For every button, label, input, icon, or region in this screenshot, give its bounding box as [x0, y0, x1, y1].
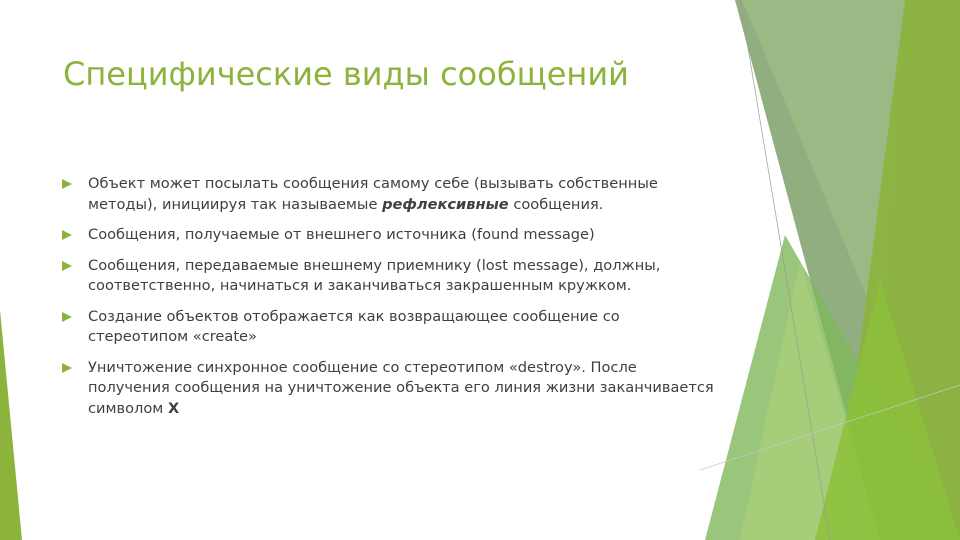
- bullet-strong: X: [167, 399, 180, 417]
- bullet-item: [62, 256, 722, 297]
- bullet-text: Уничтожение синхронное сообщение со стереотипом «destroy». После получения сообщения на уничтожение объекта его линия жизни заканчивается символом: [88, 358, 714, 417]
- bullet-arrow-icon: [62, 312, 72, 322]
- deco-triangle-left: [0, 310, 22, 540]
- bullet-text: Сообщения, передаваемые внешнему приемнику (lost message), должны, соответственно, начинаться и заканчиваться закрашенным кружком.: [88, 256, 661, 294]
- bullet-item: [62, 358, 722, 420]
- bullet-text: Создание объектов отображается как возвращающее сообщение со стереотипом «create»: [88, 307, 620, 345]
- bullet-item: [62, 225, 722, 246]
- bullet-text: Сообщения, получаемые от внешнего источника (found message): [88, 226, 595, 243]
- bullet-arrow-icon: [62, 230, 72, 240]
- bullet-arrow-icon: [62, 179, 72, 189]
- bullet-item: [62, 174, 722, 215]
- slide-title: Специфические виды сообщений: [63, 55, 629, 93]
- bullet-arrow-icon: [62, 261, 72, 271]
- bullet-emphasis: рефлексивные: [382, 195, 509, 213]
- bullet-arrow-icon: [62, 363, 72, 373]
- bullet-text: Объект может посылать сообщения самому себе (вызывать собственные методы), инициируя так называемые: [88, 175, 658, 213]
- bullet-item: [62, 307, 722, 348]
- bullet-list: [62, 174, 722, 429]
- bullet-text-end: сообщения.: [508, 195, 604, 213]
